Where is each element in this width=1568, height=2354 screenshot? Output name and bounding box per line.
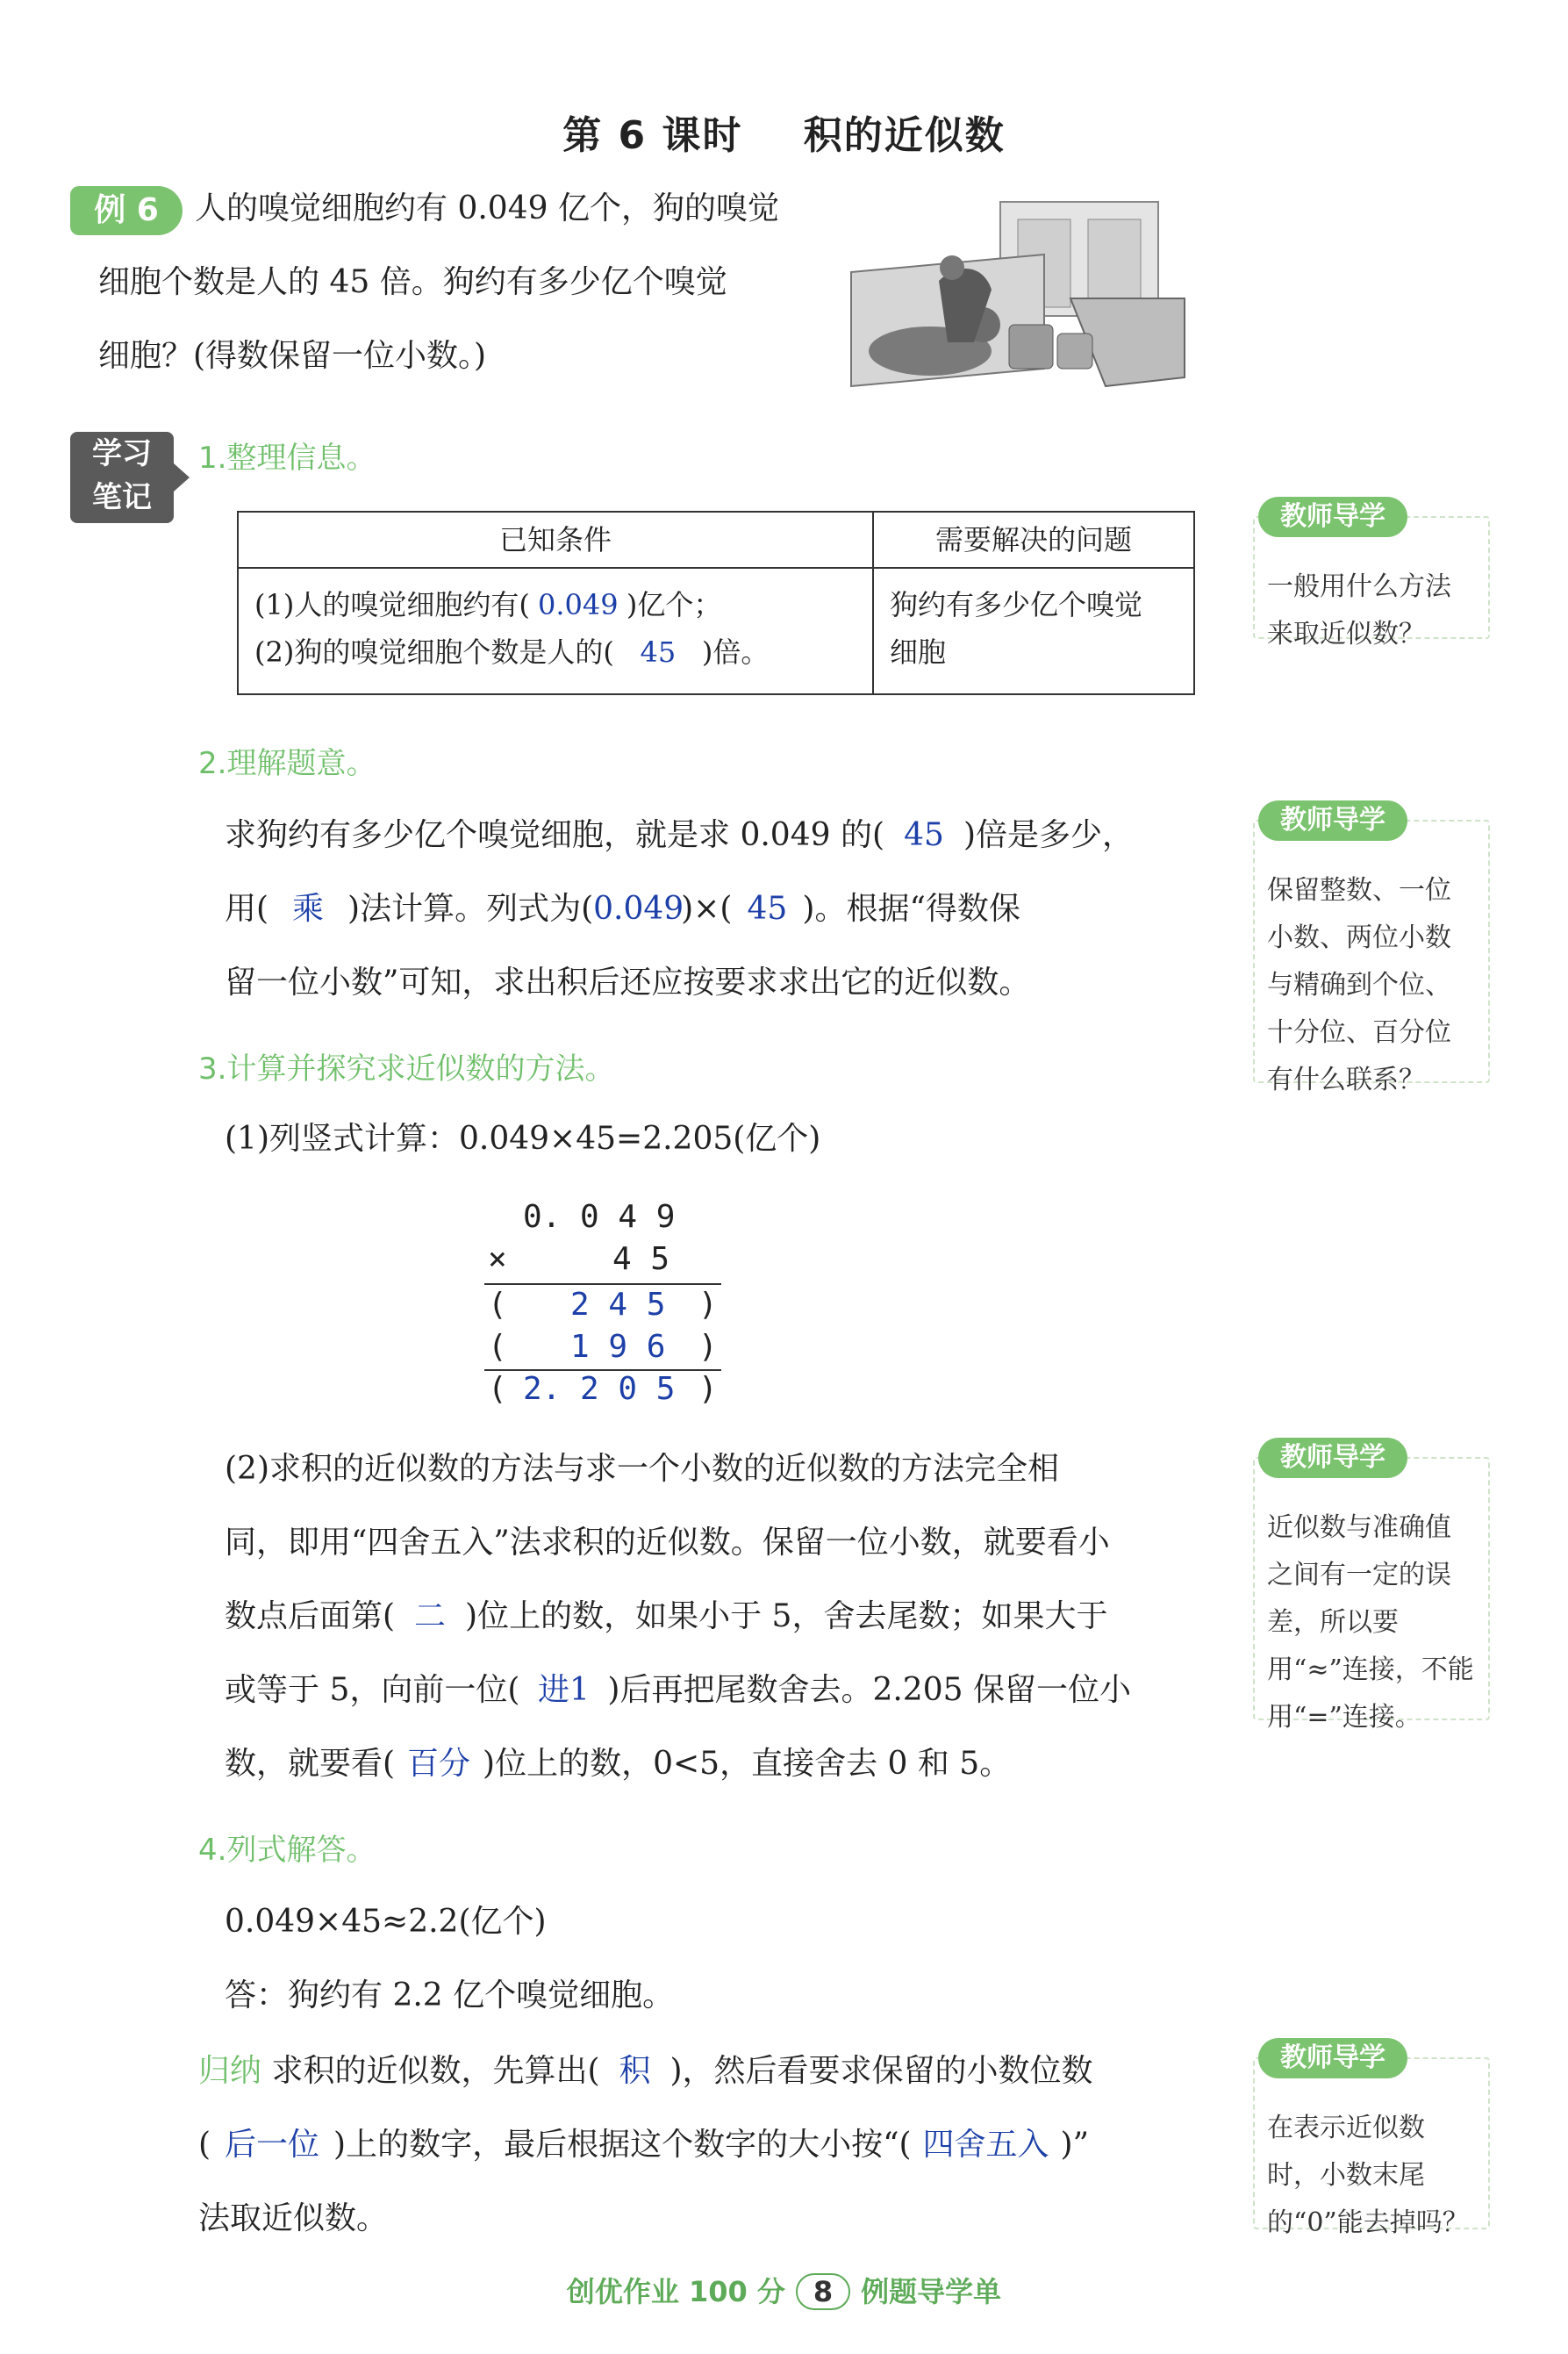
known-row-2 — [254, 628, 856, 676]
known-row-2-suffix: )倍。 — [701, 635, 770, 669]
paren-open: ( — [488, 1287, 507, 1323]
teacher-guide-tag: 教师导学 — [1258, 1438, 1407, 1478]
answer-blank[interactable]: 45 — [640, 635, 677, 669]
known-row-2-text: (2)狗的嗅觉细胞个数是人的( — [254, 635, 614, 669]
question-line-1: 狗约有多少亿个嗅觉 — [890, 588, 1143, 621]
known-row-1-text: (1)人的嗅觉细胞约有( — [254, 588, 530, 621]
known-row-1-suffix: )亿个； — [626, 588, 722, 621]
calc-result[interactable]: 2. 2 0 5 — [523, 1371, 676, 1407]
summary-text: )上的数字，最后根据这个数字的大小按“( — [333, 2127, 912, 2163]
question-cell — [873, 568, 1194, 694]
calc-row-1: 0. 0 4 9 — [523, 1199, 676, 1235]
answer-blank[interactable]: 45 — [747, 891, 788, 927]
lesson-title: 第 6 课时 积的近似数 — [562, 113, 1006, 158]
section-3-heading: 3.计算并探究求近似数的方法。 — [198, 1051, 615, 1087]
summary-tag: 归纳 — [198, 2053, 262, 2089]
footer-left: 创优作业 100 分 — [566, 2275, 785, 2308]
page-number: 8 — [796, 2273, 850, 2310]
guide-text: 保留整数、一位小数、两位小数与精确到个位、十分位、百分位有什么联系？ — [1267, 875, 1451, 1095]
answer-blank[interactable]: 0.049 — [538, 588, 619, 621]
info-table — [237, 511, 1195, 695]
section-4-heading: 4.列式解答。 — [198, 1833, 376, 1868]
s2-text: 用( — [225, 891, 269, 927]
page-footer — [0, 2270, 1568, 2310]
s2-text: )。根据“得数保 — [802, 891, 1020, 927]
s2-text: 求狗约有多少亿个嗅觉细胞，就是求 0.049 的( — [225, 817, 884, 853]
paren-close: ) — [698, 1287, 718, 1323]
answer-blank[interactable]: 进1 — [537, 1672, 590, 1708]
example-problem — [98, 172, 827, 393]
col-question-header: 需要解决的问题 — [873, 512, 1194, 568]
s3-text: 数，就要看( — [225, 1746, 396, 1782]
section-1-heading: 1.整理信息。 — [198, 441, 376, 476]
teacher-guide-box — [1253, 2057, 1490, 2238]
study-notes-tag — [70, 432, 174, 523]
s3-text: )位上的数，如果小于 5，舍去尾数；如果大于 — [465, 1598, 1108, 1634]
calc-line — [484, 1283, 721, 1285]
s3-text: 或等于 5，向前一位( — [225, 1672, 520, 1708]
answer-blank[interactable]: 二 — [414, 1598, 447, 1634]
answer-blank[interactable]: 百分 — [407, 1746, 471, 1782]
answer-blank[interactable]: 45 — [904, 817, 944, 853]
problem-line-1: 人的嗅觉细胞约有 0.049 亿个，狗的嗅觉 — [195, 190, 779, 226]
answer-blank[interactable]: 积 — [619, 2053, 651, 2089]
known-row-1 — [254, 581, 856, 628]
summary-text: ( — [198, 2127, 211, 2163]
teacher-guide-box — [1253, 820, 1490, 1095]
teacher-guide-tag: 教师导学 — [1258, 2038, 1407, 2078]
calc-partial-2[interactable]: 1 9 6 — [570, 1329, 666, 1365]
calc-row-2: 4 5 — [612, 1241, 670, 1277]
guide-text: 在表示近似数时，小数末尾的“0”能去掉吗？ — [1267, 2113, 1469, 2238]
guide-text: 一般用什么方法来取近似数？ — [1267, 571, 1451, 650]
teacher-guide-tag: 教师导学 — [1258, 800, 1407, 841]
s3-text: )位上的数，0<5，直接舍去 0 和 5。 — [483, 1746, 1012, 1782]
summary — [198, 2035, 1216, 2256]
s3-text: 同，即用“四舍五入”法求积的近似数。保留一位小数，就要看小 — [225, 1525, 1110, 1561]
answer-blank[interactable]: 0.049 — [593, 891, 684, 927]
s2-text: )倍是多少， — [963, 817, 1135, 853]
summary-text: )” — [1060, 2127, 1089, 2163]
answer-sentence: 答：狗约有 2.2 亿个嗅觉细胞。 — [225, 1977, 675, 2013]
formula: 0.049×45≈2.2(亿个) — [225, 1904, 547, 1940]
paren-close: ) — [698, 1329, 718, 1365]
section-3-sub2 — [225, 1432, 1242, 1801]
s2-text: 留一位小数”可知，求出积后还应按要求求出它的近似数。 — [225, 965, 1031, 1001]
answer-blank[interactable]: 四舍五入 — [922, 2127, 1049, 2163]
problem-line-3: 细胞？(得数保留一位小数。) — [98, 338, 487, 374]
known-conditions-cell — [238, 568, 873, 694]
example-tag: 例 6 — [70, 186, 183, 235]
calc-times-sign: × — [488, 1241, 507, 1277]
section-3-sub1: (1)列竖式计算：0.049×45=2.205(亿个) — [225, 1121, 821, 1157]
col-known-header: 已知条件 — [238, 512, 873, 568]
teacher-guide-tag: 教师导学 — [1258, 497, 1407, 537]
dog-illustration — [842, 193, 1193, 395]
section-2-heading: 2.理解题意。 — [198, 746, 376, 781]
notes-tag-line-2: 笔记 — [92, 480, 152, 515]
s3-text: 数点后面第( — [225, 1598, 396, 1634]
calc-partial-1[interactable]: 2 4 5 — [570, 1287, 666, 1323]
notes-tag-line-1: 学习 — [92, 436, 152, 471]
question-line-2: 细胞 — [890, 635, 947, 669]
s2-text: )法计算。列式为( — [347, 891, 594, 927]
answer-blank[interactable]: 乘 — [292, 891, 325, 927]
footer-right: 例题导学单 — [861, 2275, 1002, 2308]
summary-text: 法取近似数。 — [198, 2200, 389, 2236]
s3-text: )后再把尾数舍去。2.205 保留一位小 — [607, 1672, 1131, 1708]
problem-line-2: 细胞个数是人的 45 倍。狗约有多少亿个嗅觉 — [98, 264, 727, 300]
paren-close: ) — [698, 1371, 718, 1407]
guide-text: 近似数与准确值之间有一定的误差，所以要用“≈”连接，不能用“=”连接。 — [1267, 1512, 1474, 1733]
answer-blank[interactable]: 后一位 — [225, 2127, 320, 2163]
section-4-body — [225, 1885, 674, 2033]
paren-open: ( — [488, 1329, 507, 1365]
paren-open: ( — [488, 1371, 507, 1407]
summary-text: )，然后看要求保留的小数位数 — [669, 2053, 1093, 2089]
summary-text: 求积的近似数，先算出( — [271, 2053, 600, 2089]
s3-text: (2)求积的近似数的方法与求一个小数的近似数的方法完全相 — [225, 1451, 1059, 1487]
s2-text: )×( — [681, 891, 733, 927]
section-2-body — [225, 799, 1242, 1020]
teacher-guide-box — [1253, 1457, 1490, 1733]
